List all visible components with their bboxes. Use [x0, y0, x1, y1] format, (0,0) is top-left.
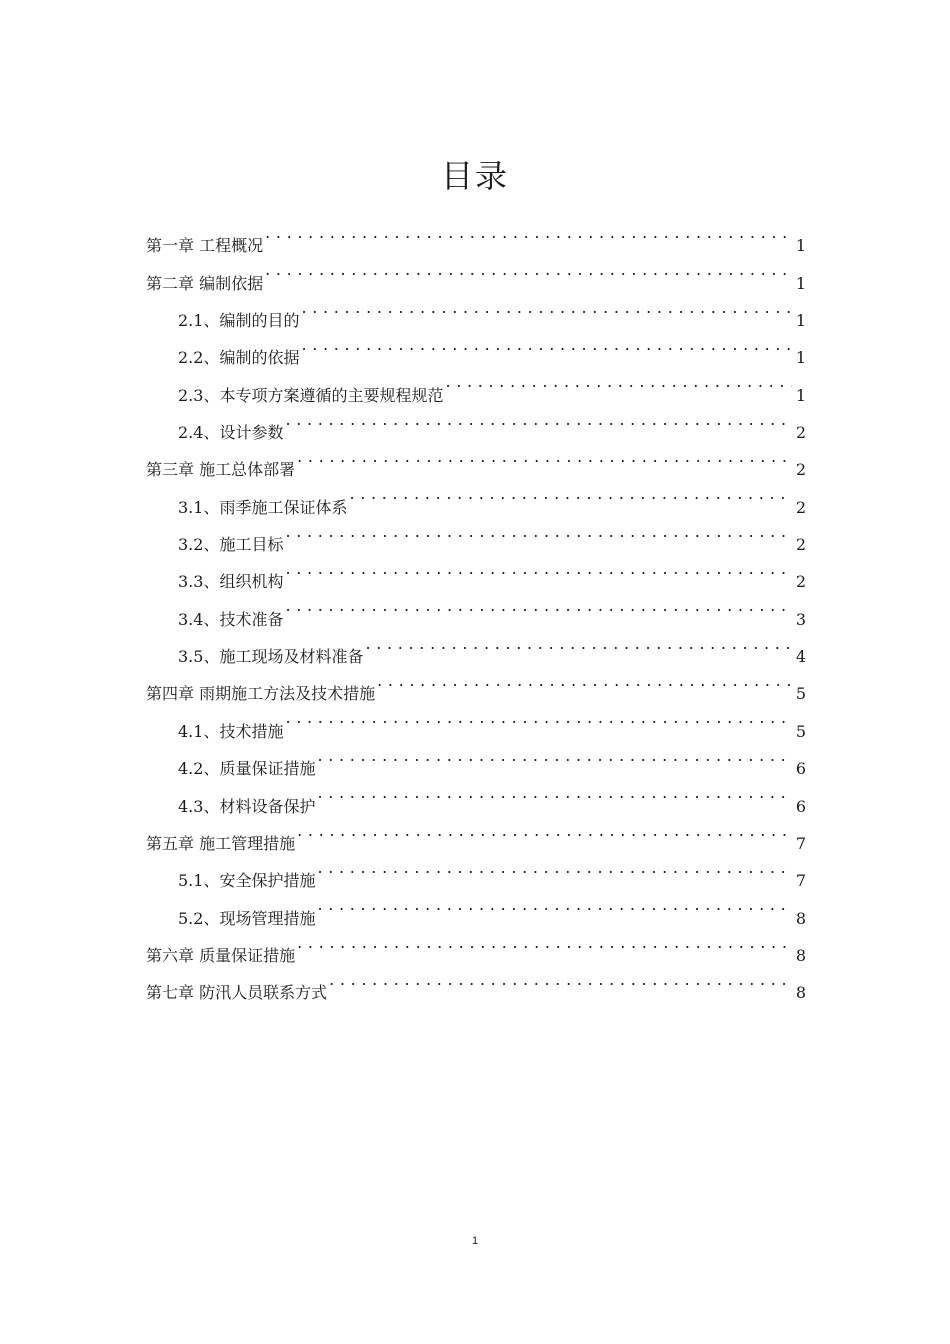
- toc-entry-label: 3.5、施工现场及材料准备: [178, 647, 364, 667]
- toc-dot-leader: [365, 625, 791, 662]
- toc-entry-label: 2.1、编制的目的: [178, 311, 300, 331]
- toc-dot-leader: [377, 662, 792, 699]
- toc-entry-section-4-1[interactable]: [146, 699, 806, 741]
- toc-entry-page: 1: [795, 273, 806, 293]
- toc-entry-section-2-2[interactable]: [146, 326, 806, 368]
- toc-entry-chapter-4[interactable]: [146, 662, 806, 704]
- toc-entry-label: 3.3、组织机构: [178, 572, 284, 592]
- toc-entry-chapter-3[interactable]: [146, 438, 806, 480]
- toc-dot-leader: [329, 961, 792, 998]
- toc-dot-leader: [317, 849, 791, 886]
- toc-entry-label: 第四章 雨期施工方法及技术措施: [146, 684, 376, 704]
- toc-entry-page: 3: [795, 609, 806, 629]
- toc-entry-label: 2.4、设计参数: [178, 423, 284, 443]
- toc-entry-chapter-7[interactable]: [146, 961, 806, 1003]
- toc-dot-leader: [285, 699, 791, 736]
- toc-dot-leader: [301, 326, 791, 363]
- toc-entry-label: 第五章 施工管理措施: [146, 833, 296, 853]
- toc-entry-label: 第三章 施工总体部署: [146, 460, 296, 480]
- toc-entry-page: 2: [795, 535, 806, 555]
- toc-entry-page: 4: [795, 647, 806, 667]
- toc-dot-leader: [285, 587, 791, 624]
- toc-entry-label: 5.1、安全保护措施: [178, 871, 316, 891]
- toc-entry-page: 1: [795, 236, 806, 256]
- toc-entry-page: 2: [795, 460, 806, 480]
- toc-entry-page: 5: [795, 721, 806, 741]
- toc-entry-section-5-2[interactable]: [146, 886, 806, 928]
- toc-entry-label: 2.3、本专项方案遵循的主要规程规范: [178, 385, 444, 405]
- toc-entry-label: 2.2、编制的依据: [178, 348, 300, 368]
- toc-dot-leader: [285, 401, 791, 438]
- toc-entry-section-5-1[interactable]: [146, 849, 806, 891]
- toc-dot-leader: [297, 924, 792, 961]
- toc-entry-page: 7: [795, 871, 806, 891]
- toc-dot-leader: [285, 550, 791, 587]
- toc-dot-leader: [349, 475, 791, 512]
- toc-entry-label: 第一章 工程概况: [146, 236, 264, 256]
- toc-dot-leader: [265, 251, 792, 288]
- toc-entry-chapter-5[interactable]: [146, 812, 806, 853]
- toc-entry-page: 2: [795, 423, 806, 443]
- toc-entry-chapter-2[interactable]: [146, 251, 806, 293]
- toc-entry-label: 5.2、现场管理措施: [178, 908, 316, 928]
- toc-entry-section-2-4[interactable]: [146, 401, 806, 443]
- toc-entry-page: 1: [795, 311, 806, 331]
- toc-dot-leader: [297, 438, 792, 475]
- toc-entry-page: 8: [795, 983, 806, 1003]
- toc-dot-leader: [265, 214, 792, 251]
- toc-entry-page: 5: [795, 684, 806, 704]
- toc-entry-label: 第六章 质量保证措施: [146, 945, 296, 965]
- toc-entry-chapter-6[interactable]: [146, 924, 806, 965]
- toc-entry-section-3-4[interactable]: [146, 587, 806, 629]
- toc-entry-section-4-3[interactable]: [146, 774, 806, 816]
- toc-dot-leader: [317, 737, 791, 774]
- page-number: 1: [471, 1235, 479, 1247]
- toc-entry-section-3-5[interactable]: [146, 625, 806, 667]
- toc-entry-page: 2: [795, 497, 806, 517]
- toc-entry-section-3-3[interactable]: [146, 550, 806, 592]
- toc-entry-label: 第七章 防汛人员联系方式: [146, 983, 328, 1003]
- toc-dot-leader: [285, 513, 791, 550]
- toc-entry-page: 2: [795, 572, 806, 592]
- toc-dot-leader: [317, 886, 791, 923]
- toc-entry-page: 6: [795, 796, 806, 816]
- toc-entry-chapter-1[interactable]: [146, 214, 806, 256]
- toc-entry-page: 1: [795, 385, 806, 405]
- toc-entry-section-4-2[interactable]: [146, 737, 806, 779]
- toc-entry-label: 4.2、质量保证措施: [178, 759, 316, 779]
- toc-entry-label: 4.3、材料设备保护: [178, 796, 316, 816]
- toc-entry-label: 3.1、雨季施工保证体系: [178, 497, 348, 517]
- toc-dot-leader: [301, 289, 791, 326]
- toc-entry-label: 3.4、技术准备: [178, 609, 284, 629]
- toc-entry-label: 第二章 编制依据: [146, 273, 264, 293]
- toc-entry-page: 8: [795, 908, 806, 928]
- table-of-contents: [146, 214, 806, 1003]
- toc-entry-page: 1: [795, 348, 806, 368]
- page-title: 目录: [440, 157, 509, 195]
- toc-entry-label: 4.1、技术措施: [178, 721, 284, 741]
- toc-entry-page: 7: [795, 833, 806, 853]
- toc-dot-leader: [297, 812, 792, 849]
- toc-entry-page: 8: [795, 945, 806, 965]
- toc-entry-section-2-3[interactable]: [146, 363, 806, 405]
- toc-entry-section-3-2[interactable]: [146, 513, 806, 555]
- toc-entry-section-2-1[interactable]: [146, 289, 806, 331]
- toc-entry-label: 3.2、施工目标: [178, 535, 284, 555]
- toc-dot-leader: [445, 363, 791, 400]
- toc-entry-page: 6: [795, 759, 806, 779]
- toc-entry-section-3-1[interactable]: [146, 475, 806, 517]
- toc-dot-leader: [317, 774, 791, 811]
